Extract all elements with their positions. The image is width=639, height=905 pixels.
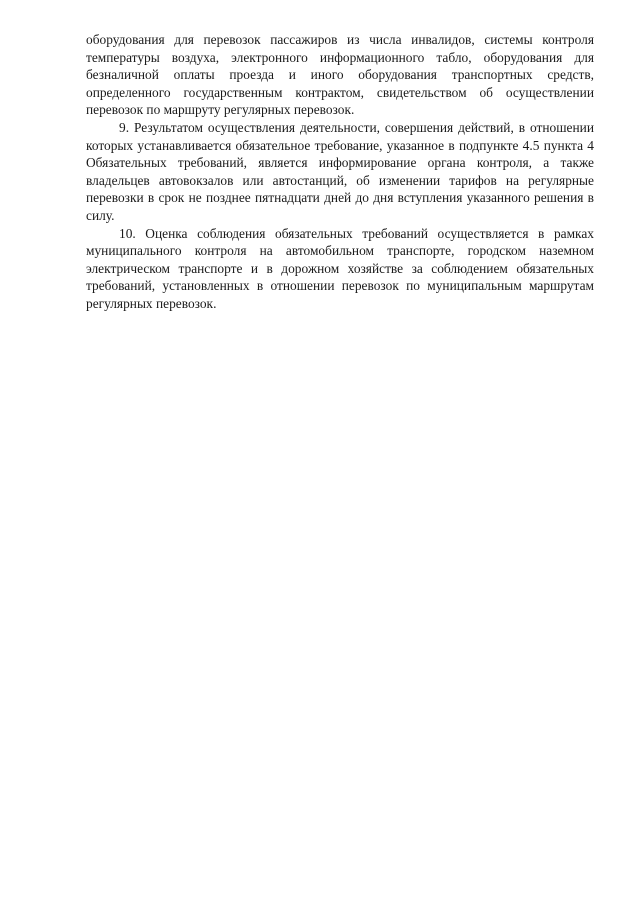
paragraph-item-9: 9. Результатом осуществления деятельности, совершения действий, в отношении которых устанавливается обязательное требование, указанное в подпункте 4.5 пункта 4 Обязательных требований, является информирование органа контроля, а также владельцев автовокзалов или автостанций, об изменении тарифов на регулярные перевозки в срок не позднее пятнадцати дней до дня вступления указанного решения в силу.: [86, 119, 594, 223]
paragraph-continuation: оборудования для перевозок пассажиров из числа инвалидов, системы контроля температуры воздуха, электронного информационного табло, оборудования для безналичной оплаты проезда и иного оборудования транспортных средств, определенного государственным контрактом, свидетельством об осуществлении перевозок по маршруту регулярных перевозок.: [86, 32, 594, 118]
document-body: [86, 31, 594, 313]
paragraph-item-10: 10. Оценка соблюдения обязательных требований осуществляется в рамках муниципального контроля на автомобильном транспорте, городском наземном электрическом транспорте и в дорожном хозяйстве за соблюдением обязательных требований, установленных в отношении перевозок по муниципальным маршрутам регулярных перевозок.: [86, 225, 594, 311]
